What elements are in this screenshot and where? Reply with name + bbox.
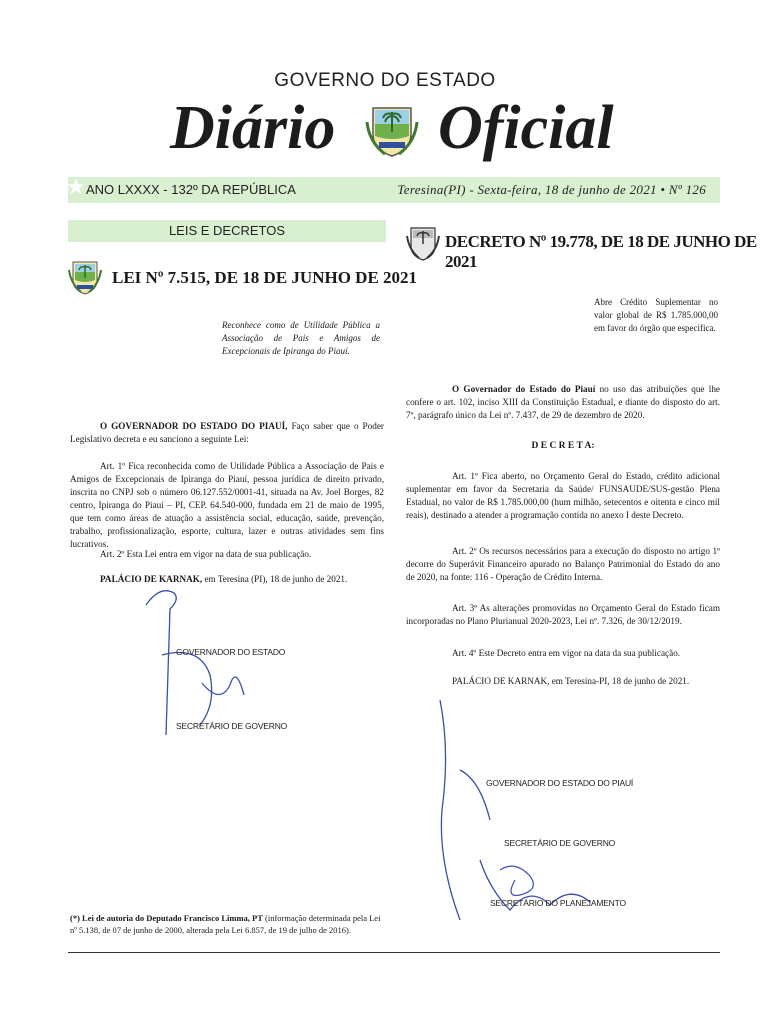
signature-label-secretary: SECRETÁRIO DE GOVERNO <box>176 721 288 731</box>
signature-label-governor: GOVERNADOR DO ESTADO <box>176 647 286 657</box>
star-icon: ★ <box>66 174 86 199</box>
law-summary: Reconhece como de Utilidade Pública a Associação de Pais e Amigos de Excepcionais de Ipiranga do Piauí. <box>222 320 380 356</box>
footnote-bold: (*) Lei de autoria do Deputado Francisco Limma, PT <box>70 913 263 923</box>
footnote <box>70 912 386 936</box>
decree-signature-label-governor: GOVERNADOR DO ESTADO DO PIAUÍ <box>486 778 634 788</box>
decree-article-1-text: Art. 1º Fica aberto, no Orçamento Geral do Estado, crédito adicional suplementar em favor da Secretaria da Saúde/ FUNSAUDE/SUS-gestão Plena Estadual, no valor de R$ 1.785.000,00 (hum milhão, setecentos e oitenta e cinco mil reais), destinado a atender a programação contida no anexo I deste Decreto. <box>406 471 720 520</box>
preamble-text: Faço saber que o Poder Legislativo decreta e eu sanciono a seguinte Lei: <box>70 421 384 444</box>
decree-decreta: D E C R E T A: <box>531 441 595 451</box>
page-bottom-rule <box>68 952 720 953</box>
masthead-word-oficial: Oficial <box>438 94 614 162</box>
palacio-bold: PALÁCIO DE KARNAK, <box>100 574 203 584</box>
state-coat-of-arms-icon <box>365 102 419 158</box>
law-title: LEI Nº 7.515, DE 18 DE JUNHO DE 2021 <box>112 268 418 287</box>
law-preamble <box>70 420 384 446</box>
masthead <box>0 92 770 172</box>
decree-article-2 <box>406 545 720 584</box>
decree-signature-label-government: SECRETÁRIO DE GOVERNO <box>504 838 616 848</box>
section-title: LEIS E DECRETOS <box>68 220 386 242</box>
decree-palacio-text: PALÁCIO DE KARNAK, em Teresina-PI, 18 de junho de 2021. <box>452 676 690 686</box>
preamble-bold: O GOVERNADOR DO ESTADO DO PIAUÍ, <box>100 421 288 431</box>
government-header: GOVERNO DO ESTADO <box>274 70 496 91</box>
decree-article-3-text: Art. 3º As alterações promovidas no Orçamento Geral do Estado ficam incorporadas no Plano Plurianual 2020-2023, Lei nº. 7.326, de 30/12/2019. <box>406 603 720 626</box>
issue-year: ANO LXXXX - 132º DA REPÚBLICA <box>86 182 296 197</box>
state-coat-of-arms-icon <box>68 258 102 296</box>
decree-article-4 <box>406 647 720 660</box>
decree-article-4-text: Art. 4º Este Decreto entra em vigor na data da sua publicação. <box>452 648 681 658</box>
law-article-1 <box>70 460 384 551</box>
footnote-text: (informação determinada pela Lei nº 5.138, de 07 de junho de 2000, alterada pela Lei 6.857, de 19 de julho de 2016). <box>70 913 381 935</box>
decree-article-2-text: Art. 2º Os recursos necessários para a execução do disposto no artigo 1º decorre do Superávit Financeiro apurado no Balanço Patrimonial do Estado do ano de 2020, na fonte: 116 - Operação de Crédito Interna. <box>406 546 720 582</box>
decree-signature-label-planning: SECRETÁRIO DO PLANEJAMENTO <box>490 898 626 908</box>
palacio-text: em Teresina (PI), 18 de junho de 2021. <box>202 574 348 584</box>
issue-date-number: Teresina(PI) - Sexta-feira, 18 de junho de 2021 • Nº 126 <box>397 182 706 197</box>
law-article-2 <box>70 548 384 561</box>
decree-preamble-bold: O Governador do Estado do Piauí <box>452 384 596 394</box>
state-coat-of-arms-icon <box>406 224 440 262</box>
decree-preamble <box>406 383 720 422</box>
decree-article-1 <box>406 470 720 522</box>
article-1-text: Art. 1º Fica reconhecida como de Utilidade Pública a Associação de Pais e Amigos de Excepcionais de Ipiranga do Piauí, pessoa jurídica de direito privado, inscrita no CNPJ sob o número 06.127.552/0001-41, situada na Av. Joel Borges, 82 centro, Ipiranga do Piauí – PI, CEP. 64.540-000, fundada em 21 de maio de 1995, que tem como áreas de atuação a assistência social, educação, saúde, prevenção, trabalho, profissionalização, esporte, cultura, lazer e outras atividades sem fins lucrativos. <box>70 461 384 549</box>
decree-preamble-text: no uso das atribuições que lhe confere o art. 102, inciso XIII da Constituição Estadual, e diante do disposto do art. 7º, parágrafo único da Lei nº. 7.437, de 29 de dezembro de 2020. <box>406 384 720 420</box>
decree-summary: Abre Crédito Suplementar no valor global de R$ 1.785.000,00 em favor do órgão que especifica. <box>594 297 718 333</box>
masthead-word-diario: Diário <box>170 94 336 162</box>
decree-title: DECRETO Nº 19.778, DE 18 DE JUNHO DE 2021 <box>445 232 757 271</box>
issue-info-band <box>66 174 720 203</box>
decree-palacio <box>406 675 720 688</box>
article-2-text: Art. 2º Esta Lei entra em vigor na data de sua publicação. <box>100 549 312 559</box>
decree-article-3 <box>406 602 720 628</box>
